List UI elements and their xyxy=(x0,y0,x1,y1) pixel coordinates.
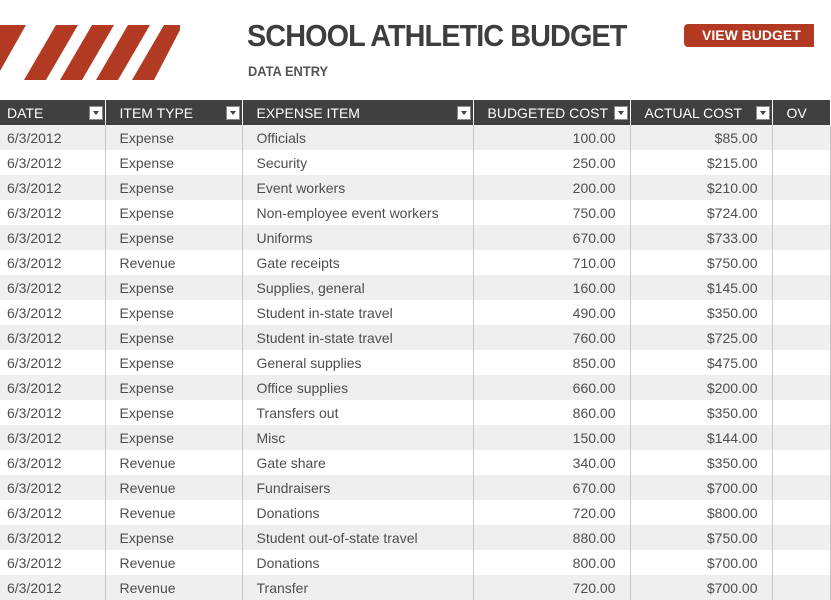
table-row[interactable] xyxy=(0,175,830,200)
item-type-cell[interactable]: Expense xyxy=(105,325,242,350)
column-header-actual-cost xyxy=(630,100,772,125)
overage-cell[interactable] xyxy=(772,300,830,325)
actual-cost-cell[interactable]: $475.00 xyxy=(630,350,772,375)
filter-dropdown-icon[interactable] xyxy=(457,106,471,120)
actual-cost-cell[interactable]: $144.00 xyxy=(630,425,772,450)
actual-cost-cell[interactable]: $700.00 xyxy=(630,575,772,600)
expense-item-cell[interactable]: Student in-state travel xyxy=(242,325,473,350)
date-cell[interactable]: 6/3/2012 xyxy=(0,500,105,525)
filter-dropdown-icon[interactable] xyxy=(89,106,103,120)
budgeted-cost-cell[interactable]: 100.00 xyxy=(473,125,630,150)
budgeted-cost-cell[interactable]: 670.00 xyxy=(473,475,630,500)
item-type-cell[interactable]: Expense xyxy=(105,425,242,450)
item-type-cell[interactable]: Expense xyxy=(105,400,242,425)
table-row[interactable] xyxy=(0,300,830,325)
item-type-cell[interactable]: Expense xyxy=(105,150,242,175)
table-row[interactable] xyxy=(0,575,830,600)
overage-cell[interactable] xyxy=(772,450,830,475)
expense-item-cell[interactable]: Officials xyxy=(242,125,473,150)
budgeted-cost-cell[interactable]: 710.00 xyxy=(473,250,630,275)
table-row[interactable] xyxy=(0,200,830,225)
budgeted-cost-cell[interactable]: 250.00 xyxy=(473,150,630,175)
table-row[interactable] xyxy=(0,150,830,175)
overage-cell[interactable] xyxy=(772,125,830,150)
item-type-cell[interactable]: Revenue xyxy=(105,250,242,275)
column-header-date xyxy=(0,100,105,125)
column-header-budgeted-cost xyxy=(473,100,630,125)
actual-cost-cell[interactable]: $733.00 xyxy=(630,225,772,250)
date-cell[interactable]: 6/3/2012 xyxy=(0,425,105,450)
budgeted-cost-cell[interactable]: 760.00 xyxy=(473,325,630,350)
table-row[interactable] xyxy=(0,275,830,300)
actual-cost-cell[interactable]: $210.00 xyxy=(630,175,772,200)
date-cell[interactable]: 6/3/2012 xyxy=(0,200,105,225)
expense-item-cell[interactable]: Student in-state travel xyxy=(242,300,473,325)
table-row[interactable] xyxy=(0,450,830,475)
overage-cell[interactable] xyxy=(772,150,830,175)
overage-cell[interactable] xyxy=(772,575,830,600)
table-header-row xyxy=(0,100,830,125)
column-header-expense-item xyxy=(242,100,473,125)
column-header-label: OV xyxy=(786,104,807,121)
date-cell[interactable]: 6/3/2012 xyxy=(0,475,105,500)
item-type-cell[interactable]: Expense xyxy=(105,200,242,225)
column-header-overage xyxy=(772,100,830,125)
date-cell[interactable]: 6/3/2012 xyxy=(0,375,105,400)
actual-cost-cell[interactable]: $350.00 xyxy=(630,450,772,475)
budgeted-cost-cell[interactable]: 800.00 xyxy=(473,550,630,575)
expense-item-cell[interactable]: Office supplies xyxy=(242,375,473,400)
item-type-cell[interactable]: Expense xyxy=(105,300,242,325)
date-cell[interactable]: 6/3/2012 xyxy=(0,275,105,300)
actual-cost-cell[interactable]: $800.00 xyxy=(630,500,772,525)
item-type-cell[interactable]: Revenue xyxy=(105,450,242,475)
actual-cost-cell[interactable]: $350.00 xyxy=(630,300,772,325)
budgeted-cost-cell[interactable]: 490.00 xyxy=(473,300,630,325)
table-row[interactable] xyxy=(0,225,830,250)
overage-cell[interactable] xyxy=(772,475,830,500)
date-cell[interactable]: 6/3/2012 xyxy=(0,225,105,250)
table-row[interactable] xyxy=(0,375,830,400)
overage-cell[interactable] xyxy=(772,425,830,450)
budgeted-cost-cell[interactable]: 860.00 xyxy=(473,400,630,425)
budget-table xyxy=(0,100,831,600)
page-subtitle: DATA ENTRY xyxy=(248,63,329,79)
date-cell[interactable]: 6/3/2012 xyxy=(0,250,105,275)
table-row[interactable] xyxy=(0,125,830,150)
actual-cost-cell[interactable]: $350.00 xyxy=(630,400,772,425)
column-header-item-type xyxy=(105,100,242,125)
filter-dropdown-icon[interactable] xyxy=(614,106,628,120)
actual-cost-cell[interactable]: $724.00 xyxy=(630,200,772,225)
expense-item-cell[interactable]: Donations xyxy=(242,550,473,575)
table-row[interactable] xyxy=(0,425,830,450)
budgeted-cost-cell[interactable]: 880.00 xyxy=(473,525,630,550)
date-cell[interactable]: 6/3/2012 xyxy=(0,400,105,425)
date-cell[interactable]: 6/3/2012 xyxy=(0,325,105,350)
overage-cell[interactable] xyxy=(772,350,830,375)
expense-item-cell[interactable]: Event workers xyxy=(242,175,473,200)
overage-cell[interactable] xyxy=(772,325,830,350)
budgeted-cost-cell[interactable]: 670.00 xyxy=(473,225,630,250)
date-cell[interactable]: 6/3/2012 xyxy=(0,350,105,375)
budgeted-cost-cell[interactable]: 660.00 xyxy=(473,375,630,400)
budgeted-cost-cell[interactable]: 160.00 xyxy=(473,275,630,300)
column-header-label: EXPENSE ITEM xyxy=(256,104,360,121)
budgeted-cost-cell[interactable]: 340.00 xyxy=(473,450,630,475)
item-type-cell[interactable]: Revenue xyxy=(105,500,242,525)
overage-cell[interactable] xyxy=(772,250,830,275)
actual-cost-cell[interactable]: $85.00 xyxy=(630,125,772,150)
filter-dropdown-icon[interactable] xyxy=(226,106,240,120)
column-header-label: ACTUAL COST xyxy=(644,104,742,121)
expense-item-cell[interactable]: Gate receipts xyxy=(242,250,473,275)
actual-cost-cell[interactable]: $750.00 xyxy=(630,525,772,550)
expense-item-cell[interactable]: Gate share xyxy=(242,450,473,475)
expense-item-cell[interactable]: Misc xyxy=(242,425,473,450)
expense-item-cell[interactable]: Transfer xyxy=(242,575,473,600)
item-type-cell[interactable]: Expense xyxy=(105,350,242,375)
overage-cell[interactable] xyxy=(772,550,830,575)
expense-item-cell[interactable]: Transfers out xyxy=(242,400,473,425)
budgeted-cost-cell[interactable]: 720.00 xyxy=(473,575,630,600)
expense-item-cell[interactable]: Security xyxy=(242,150,473,175)
date-cell[interactable]: 6/3/2012 xyxy=(0,550,105,575)
expense-item-cell[interactable]: General supplies xyxy=(242,350,473,375)
actual-cost-cell[interactable]: $725.00 xyxy=(630,325,772,350)
actual-cost-cell[interactable]: $200.00 xyxy=(630,375,772,400)
table-row[interactable] xyxy=(0,250,830,275)
actual-cost-cell[interactable]: $700.00 xyxy=(630,475,772,500)
date-cell[interactable]: 6/3/2012 xyxy=(0,300,105,325)
item-type-cell[interactable]: Expense xyxy=(105,125,242,150)
date-cell[interactable]: 6/3/2012 xyxy=(0,575,105,600)
actual-cost-cell[interactable]: $145.00 xyxy=(630,275,772,300)
table-row[interactable] xyxy=(0,325,830,350)
budgeted-cost-cell[interactable]: 200.00 xyxy=(473,175,630,200)
overage-cell[interactable] xyxy=(772,275,830,300)
column-header-label: ITEM TYPE xyxy=(119,104,194,121)
overage-cell[interactable] xyxy=(772,375,830,400)
overage-cell[interactable] xyxy=(772,500,830,525)
budgeted-cost-cell[interactable]: 720.00 xyxy=(473,500,630,525)
item-type-cell[interactable]: Revenue xyxy=(105,575,242,600)
item-type-cell[interactable]: Expense xyxy=(105,375,242,400)
expense-item-cell[interactable]: Fundraisers xyxy=(242,475,473,500)
column-header-label: DATE xyxy=(7,104,44,121)
overage-cell[interactable] xyxy=(772,400,830,425)
item-type-cell[interactable]: Expense xyxy=(105,225,242,250)
expense-item-cell[interactable]: Supplies, general xyxy=(242,275,473,300)
budgeted-cost-cell[interactable]: 850.00 xyxy=(473,350,630,375)
overage-cell[interactable] xyxy=(772,525,830,550)
expense-item-cell[interactable]: Uniforms xyxy=(242,225,473,250)
actual-cost-cell[interactable]: $215.00 xyxy=(630,150,772,175)
item-type-cell[interactable]: Expense xyxy=(105,175,242,200)
table-row[interactable] xyxy=(0,500,830,525)
item-type-cell[interactable]: Revenue xyxy=(105,475,242,500)
table-row[interactable] xyxy=(0,475,830,500)
overage-cell[interactable] xyxy=(772,225,830,250)
actual-cost-cell[interactable]: $750.00 xyxy=(630,250,772,275)
item-type-cell[interactable]: Expense xyxy=(105,275,242,300)
table-row[interactable] xyxy=(0,400,830,425)
date-cell[interactable]: 6/3/2012 xyxy=(0,125,105,150)
stripes-logo xyxy=(0,25,180,80)
expense-item-cell[interactable]: Student out-of-state travel xyxy=(242,525,473,550)
expense-item-cell[interactable]: Non-employee event workers xyxy=(242,200,473,225)
date-cell[interactable]: 6/3/2012 xyxy=(0,450,105,475)
view-budget-button[interactable]: VIEW BUDGET xyxy=(684,24,814,47)
expense-item-cell[interactable]: Donations xyxy=(242,500,473,525)
column-header-label: BUDGETED COST xyxy=(487,104,609,121)
date-cell[interactable]: 6/3/2012 xyxy=(0,175,105,200)
table-row[interactable] xyxy=(0,550,830,575)
date-cell[interactable]: 6/3/2012 xyxy=(0,525,105,550)
header xyxy=(0,0,800,100)
table-row[interactable] xyxy=(0,350,830,375)
date-cell[interactable]: 6/3/2012 xyxy=(0,150,105,175)
item-type-cell[interactable]: Expense xyxy=(105,525,242,550)
page-title: SCHOOL ATHLETIC BUDGET xyxy=(247,18,627,53)
budgeted-cost-cell[interactable]: 150.00 xyxy=(473,425,630,450)
filter-dropdown-icon[interactable] xyxy=(756,106,770,120)
actual-cost-cell[interactable]: $700.00 xyxy=(630,550,772,575)
overage-cell[interactable] xyxy=(772,200,830,225)
overage-cell[interactable] xyxy=(772,175,830,200)
budgeted-cost-cell[interactable]: 750.00 xyxy=(473,200,630,225)
item-type-cell[interactable]: Revenue xyxy=(105,550,242,575)
table-row[interactable] xyxy=(0,525,830,550)
